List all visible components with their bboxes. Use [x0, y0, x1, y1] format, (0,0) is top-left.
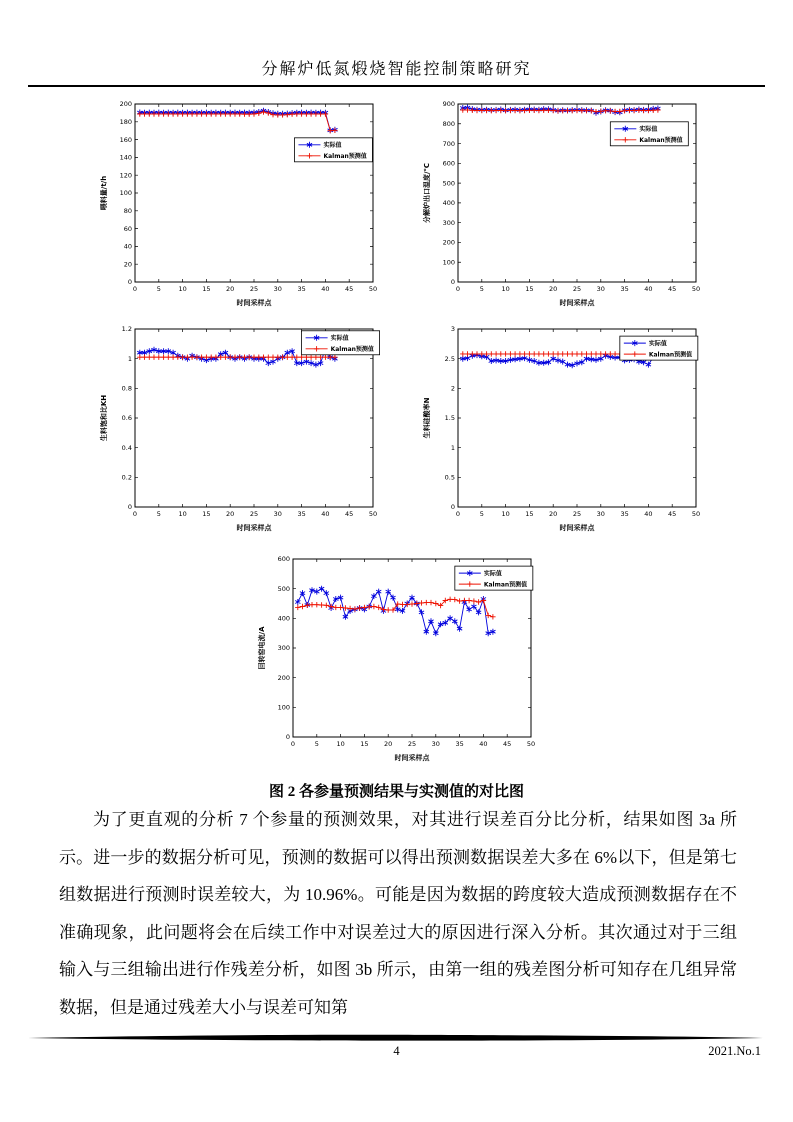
- svg-text:Kalman预测值: Kalman预测值: [648, 351, 693, 359]
- svg-text:800: 800: [442, 119, 455, 128]
- svg-text:时间采样点: 时间采样点: [236, 299, 272, 307]
- svg-text:0: 0: [455, 285, 461, 293]
- svg-text:40: 40: [123, 242, 132, 251]
- svg-text:30: 30: [431, 740, 440, 748]
- footer-rule: [28, 1034, 765, 1042]
- svg-text:500: 500: [277, 584, 290, 593]
- svg-text:100: 100: [277, 703, 290, 712]
- svg-text:900: 900: [442, 100, 455, 109]
- svg-text:600: 600: [277, 555, 290, 564]
- figure-caption: 图 2 各参量预测结果与实测值的对比图: [268, 784, 524, 800]
- svg-text:实际值: 实际值: [648, 340, 667, 348]
- figure2-chart-feed-rate: [97, 95, 382, 310]
- svg-text:50: 50: [526, 740, 536, 748]
- svg-text:35: 35: [620, 285, 629, 293]
- svg-text:20: 20: [226, 510, 235, 518]
- svg-text:5: 5: [479, 510, 484, 518]
- header-rule: [28, 85, 765, 87]
- svg-text:10: 10: [178, 510, 187, 518]
- svg-text:3: 3: [450, 325, 455, 334]
- svg-text:5: 5: [156, 510, 161, 518]
- svg-text:0: 0: [450, 278, 455, 287]
- svg-text:40: 40: [479, 740, 488, 748]
- svg-text:10: 10: [336, 740, 345, 748]
- svg-text:时间采样点: 时间采样点: [236, 524, 272, 532]
- svg-text:300: 300: [442, 218, 455, 227]
- svg-text:1: 1: [127, 354, 132, 363]
- svg-text:0: 0: [455, 510, 461, 518]
- svg-text:20: 20: [549, 510, 558, 518]
- svg-text:15: 15: [202, 285, 211, 293]
- figure2-chart-silica-ratio-n: [420, 320, 705, 535]
- svg-text:0: 0: [127, 278, 132, 287]
- svg-text:0: 0: [127, 503, 132, 512]
- svg-text:40: 40: [321, 510, 330, 518]
- svg-text:25: 25: [249, 285, 259, 293]
- svg-text:0: 0: [132, 285, 138, 293]
- svg-text:50: 50: [368, 510, 378, 518]
- svg-text:1.2: 1.2: [121, 325, 132, 334]
- svg-text:实际值: 实际值: [323, 142, 342, 150]
- svg-text:Kalman预测值: Kalman预测值: [323, 153, 367, 161]
- svg-text:35: 35: [620, 510, 629, 518]
- svg-text:50: 50: [368, 285, 378, 293]
- svg-text:分解炉出口温度/℃: 分解炉出口温度/℃: [423, 162, 431, 224]
- svg-text:1: 1: [450, 443, 455, 452]
- svg-text:0.2: 0.2: [121, 473, 132, 482]
- svg-text:15: 15: [202, 510, 211, 518]
- svg-text:40: 40: [644, 510, 653, 518]
- svg-text:Kalman预测值: Kalman预测值: [483, 581, 528, 589]
- page-number: 4: [393, 1044, 400, 1058]
- svg-text:25: 25: [572, 510, 582, 518]
- svg-text:时间采样点: 时间采样点: [559, 524, 595, 532]
- svg-text:160: 160: [119, 135, 132, 144]
- svg-text:实际值: 实际值: [330, 335, 349, 343]
- svg-text:100: 100: [119, 189, 132, 198]
- svg-text:0: 0: [290, 740, 296, 748]
- svg-text:40: 40: [644, 285, 653, 293]
- svg-text:喂料量/t/h: 喂料量/t/h: [100, 175, 108, 211]
- svg-text:35: 35: [297, 285, 306, 293]
- svg-text:200: 200: [442, 238, 455, 247]
- svg-text:45: 45: [668, 510, 677, 518]
- svg-text:生料饱和比KH: 生料饱和比KH: [100, 394, 108, 442]
- svg-text:15: 15: [360, 740, 369, 748]
- svg-text:30: 30: [596, 285, 605, 293]
- svg-text:时间采样点: 时间采样点: [559, 299, 595, 307]
- svg-text:45: 45: [668, 285, 677, 293]
- svg-text:45: 45: [503, 740, 512, 748]
- svg-text:0: 0: [132, 510, 138, 518]
- svg-text:实际值: 实际值: [483, 570, 502, 578]
- svg-text:400: 400: [442, 199, 455, 208]
- svg-text:实际值: 实际值: [639, 126, 658, 134]
- svg-text:2.5: 2.5: [444, 354, 455, 363]
- svg-text:25: 25: [572, 285, 582, 293]
- svg-text:140: 140: [119, 153, 132, 162]
- svg-text:10: 10: [501, 510, 510, 518]
- page-title: 分解炉低氮煅烧智能控制策略研究: [261, 61, 532, 78]
- svg-text:60: 60: [123, 224, 132, 233]
- svg-text:35: 35: [297, 510, 306, 518]
- svg-text:5: 5: [156, 285, 161, 293]
- svg-text:Kalman预测值: Kalman预测值: [330, 346, 374, 354]
- svg-text:30: 30: [596, 510, 605, 518]
- svg-text:0: 0: [450, 503, 455, 512]
- svg-text:2: 2: [450, 384, 455, 393]
- svg-text:0.5: 0.5: [444, 473, 455, 482]
- svg-text:10: 10: [178, 285, 187, 293]
- svg-text:20: 20: [384, 740, 393, 748]
- svg-text:25: 25: [249, 510, 259, 518]
- footer: [28, 1044, 765, 1062]
- figure2-chart-kiln-current: [255, 550, 540, 765]
- svg-text:45: 45: [345, 285, 354, 293]
- svg-text:400: 400: [277, 614, 290, 623]
- svg-text:生料硅酸率N: 生料硅酸率N: [423, 397, 431, 439]
- svg-text:80: 80: [123, 207, 132, 215]
- svg-text:10: 10: [501, 285, 510, 293]
- svg-text:200: 200: [119, 100, 132, 109]
- svg-text:Kalman预测值: Kalman预测值: [639, 137, 683, 145]
- svg-text:50: 50: [691, 510, 701, 518]
- svg-text:回转窑电流/A: 回转窑电流/A: [258, 626, 266, 670]
- svg-text:45: 45: [345, 510, 354, 518]
- svg-text:15: 15: [525, 510, 534, 518]
- svg-text:120: 120: [119, 171, 132, 180]
- svg-text:300: 300: [277, 644, 290, 653]
- svg-text:200: 200: [277, 673, 290, 682]
- svg-text:20: 20: [549, 285, 558, 293]
- svg-text:时间采样点: 时间采样点: [394, 754, 430, 762]
- svg-text:500: 500: [442, 179, 455, 188]
- svg-text:15: 15: [525, 285, 534, 293]
- svg-text:1.5: 1.5: [444, 414, 455, 423]
- svg-text:40: 40: [321, 285, 330, 293]
- svg-text:35: 35: [455, 740, 464, 748]
- issue-label: 2021.No.1: [708, 1044, 761, 1058]
- svg-text:0.8: 0.8: [121, 384, 132, 393]
- svg-text:30: 30: [273, 285, 282, 293]
- body-paragraph: 为了更直观的分析 7 个参量的预测效果，对其进行误差百分比分析，结果如图 3a 所示。进一步的数据分析可见，预测的数据可以得出预测数据误差大多在 6%以下，但是第七组数据进行预测时误差较大，为 10.96%。可能是因为数据的跨度较大造成预测数据存在不准确现象，此问题将会在后续工作中对误差过大的原因进行深入分析。其次通过对于三组输入与三组输出进行作残差分析，如图 3b 所示，由第一组的残差图分析可知存在几组异常数据，但是通过残差大小与误差可知第: [59, 810, 737, 1017]
- figure2-chart-outlet-temperature: [420, 95, 705, 310]
- svg-text:0.4: 0.4: [121, 443, 132, 452]
- svg-text:30: 30: [273, 510, 282, 518]
- svg-text:25: 25: [407, 740, 417, 748]
- svg-text:5: 5: [314, 740, 319, 748]
- svg-text:20: 20: [226, 285, 235, 293]
- svg-text:600: 600: [442, 159, 455, 168]
- svg-text:0.6: 0.6: [121, 414, 132, 423]
- svg-text:5: 5: [479, 285, 484, 293]
- svg-text:100: 100: [442, 258, 455, 267]
- svg-text:700: 700: [442, 139, 455, 148]
- figure2-chart-saturation-ratio-kh: [97, 320, 382, 535]
- svg-text:50: 50: [691, 285, 701, 293]
- svg-text:20: 20: [123, 260, 132, 269]
- svg-text:0: 0: [285, 733, 290, 742]
- svg-text:180: 180: [119, 118, 132, 126]
